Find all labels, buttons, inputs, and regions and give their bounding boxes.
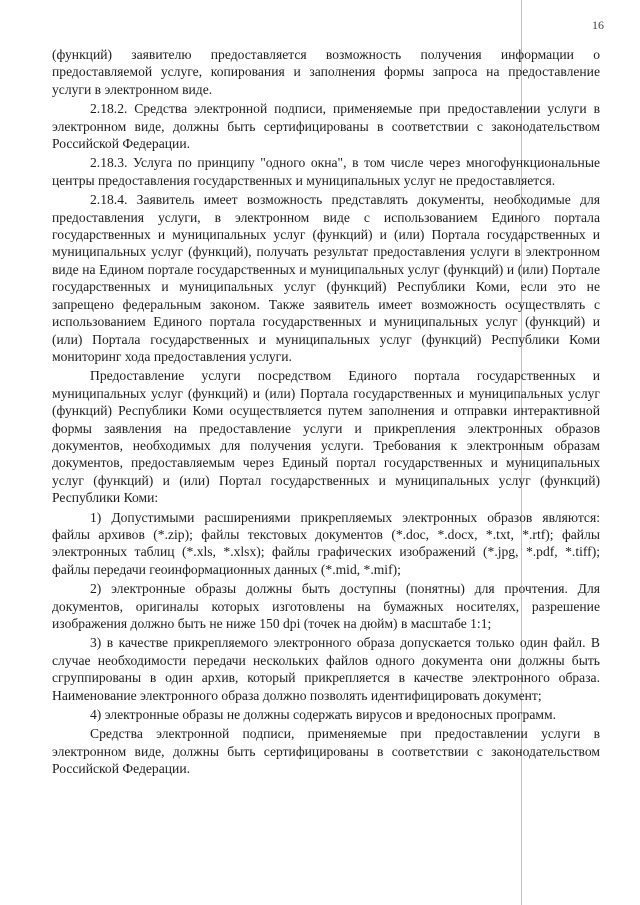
paragraph-2-18-3: 2.18.3. Услуга по принципу "одного окна", в том числе через многофункциональные центры предоставления государственных и муниципальных услуг не предоставляется. bbox=[52, 155, 600, 188]
paragraph-signature-means: Средства электронной подписи, применяемые при предоставлении услуги в электронном виде, должны быть сертифицированы в соответствии с законодательством Российской Федерации. bbox=[52, 726, 600, 777]
paragraph-2-18-2: 2.18.2. Средства электронной подписи, применяемые при предоставлении услуги в электронном виде, должны быть сертифицированы в соответствии с законодательством Российской Федерации. bbox=[52, 101, 600, 152]
list-item-2: 2) электронные образы должны быть доступны (понятны) для прочтения. Для документов, оригиналы которых изготовлены на бумажных носителях, разрешение изображения должно быть не ниже 150 dpi (точек на дюйм) в масштабе 1:1; bbox=[52, 581, 600, 631]
list-item-1: 1) Допустимыми расширениями прикрепляемых электронных образов являются: файлы архивов (*.zip); файлы текстовых документов (*.doc, *.docx, *.txt, *.rtf); файлы электронных таблиц (*.xls, *.xlsx); файлы графических изображений (*.jpg, *.pdf, *.tiff); файлы передачи геоинформационных данных (*.mid, *.mif); bbox=[52, 509, 600, 577]
page-number: 16 bbox=[592, 18, 604, 32]
list-item-4: 4) электронные образы не должны содержать вирусов и вредоносных программ. bbox=[90, 707, 556, 723]
paragraph-2-18-4: 2.18.4. Заявитель имеет возможность представлять документы, необходимые для предоставления услуги, в электронном виде с использованием Единого портала государственных и муниципальных услуг (функций) и (или) Портала государственных и муниципальных услуг (функций), получать результат предоставления услуги в электронном виде на Едином портале государственных и муниципальных услуг (функций) и (или) Портале государственных и муниципальных услуг (функций) Республики Коми, если это не запрещено федеральным законом. Также заявитель имеет возможность осуществлять с использованием Единого портала государственных и муниципальных услуг (функций) и (или) Портала государственных и муниципальных услуг (функций) Республики Коми мониторинг хода предоставления услуги. bbox=[52, 192, 600, 364]
document-body bbox=[52, 46, 600, 780]
list-item-3: 3) в качестве прикрепляемого электронного образа допускается только один файл. В случае необходимости передачи нескольких файлов одного документа они должны быть сгруппированы в один архив, который прикрепляется в качестве электронного образа. Наименование электронного образа должно позволять идентифицировать документ; bbox=[52, 635, 600, 703]
paragraph-continuation: (функций) заявителю предоставляется возможность получения информации о предоставляемой услуге, копирования и заполнения формы запроса на предоставление услуги в электронном виде. bbox=[52, 47, 600, 97]
paragraph-portal-requirements: Предоставление услуги посредством Единого портала государственных и муниципальных услуг (функций) и (или) Портала государственных и муниципальных услуг (функций) Республики Коми осуществляется путем заполнения и отправки интерактивной формы заявления на предоставление услуги и прикрепления электронных образов документов, необходимых для получения услуги. Требования к электронным образам документов, предоставляемым через Единый портал государственных и муниципальных услуг (функций) и (или) Портал государственных и муниципальных услуг (функций) Республики Коми: bbox=[52, 368, 600, 506]
